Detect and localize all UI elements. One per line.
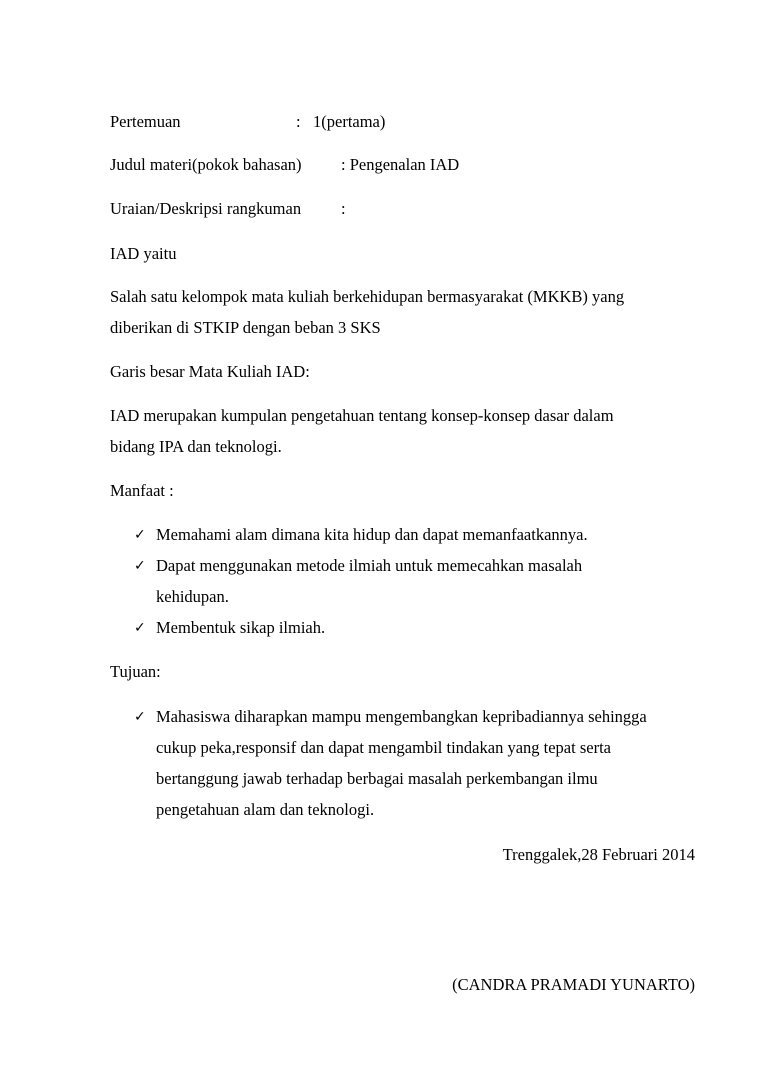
pertemuan-colon: :	[296, 112, 301, 131]
check-icon: ✓	[134, 620, 146, 636]
pertemuan-value: 1(pertama)	[313, 112, 386, 131]
manfaat-item-1: Memahami alam dimana kita hidup dan dapat memanfaatkannya.	[156, 525, 588, 544]
judul-value: : Pengenalan IAD	[341, 155, 460, 174]
manfaat-item-3: Membentuk sikap ilmiah.	[156, 618, 326, 637]
definition-line-1: Salah satu kelompok mata kuliah berkehidupan bermasyarakat (MKKB) yang	[110, 287, 625, 306]
tujuan-heading: Tujuan:	[110, 662, 161, 681]
garis-besar-line-1: IAD merupakan kumpulan pengetahuan tentang konsep-konsep dasar dalam	[110, 406, 614, 425]
manfaat-item-2-line-2: kehidupan.	[156, 587, 229, 606]
check-icon: ✓	[134, 558, 146, 574]
garis-besar-line-2: bidang IPA dan teknologi.	[110, 437, 282, 456]
place-date: Trenggalek,28 Februari 2014	[502, 845, 695, 864]
definition-line-2: diberikan di STKIP dengan beban 3 SKS	[110, 318, 381, 337]
uraian-label: Uraian/Deskripsi rangkuman	[110, 199, 302, 218]
judul-label: Judul materi(pokok bahasan)	[110, 155, 302, 174]
tujuan-item-line-1: Mahasiswa diharapkan mampu mengembangkan kepribadiannya sehingga	[156, 707, 647, 726]
check-icon: ✓	[134, 527, 146, 543]
iad-yaitu: IAD yaitu	[110, 244, 177, 263]
manfaat-heading: Manfaat :	[110, 481, 174, 500]
check-icon: ✓	[134, 709, 146, 725]
tujuan-item-line-4: pengetahuan alam dan teknologi.	[156, 800, 375, 819]
manfaat-item-2-line-1: Dapat menggunakan metode ilmiah untuk memecahkan masalah	[156, 556, 583, 575]
tujuan-item-line-3: bertanggung jawab terhadap berbagai masalah perkembangan ilmu	[156, 769, 598, 788]
garis-besar-heading: Garis besar Mata Kuliah IAD:	[110, 362, 310, 381]
tujuan-item-line-2: cukup peka,responsif dan dapat mengambil tindakan yang tepat serta	[156, 738, 611, 757]
uraian-colon: :	[341, 199, 346, 218]
signatory-name: (CANDRA PRAMADI YUNARTO)	[452, 975, 695, 994]
pertemuan-label: Pertemuan	[110, 112, 181, 131]
